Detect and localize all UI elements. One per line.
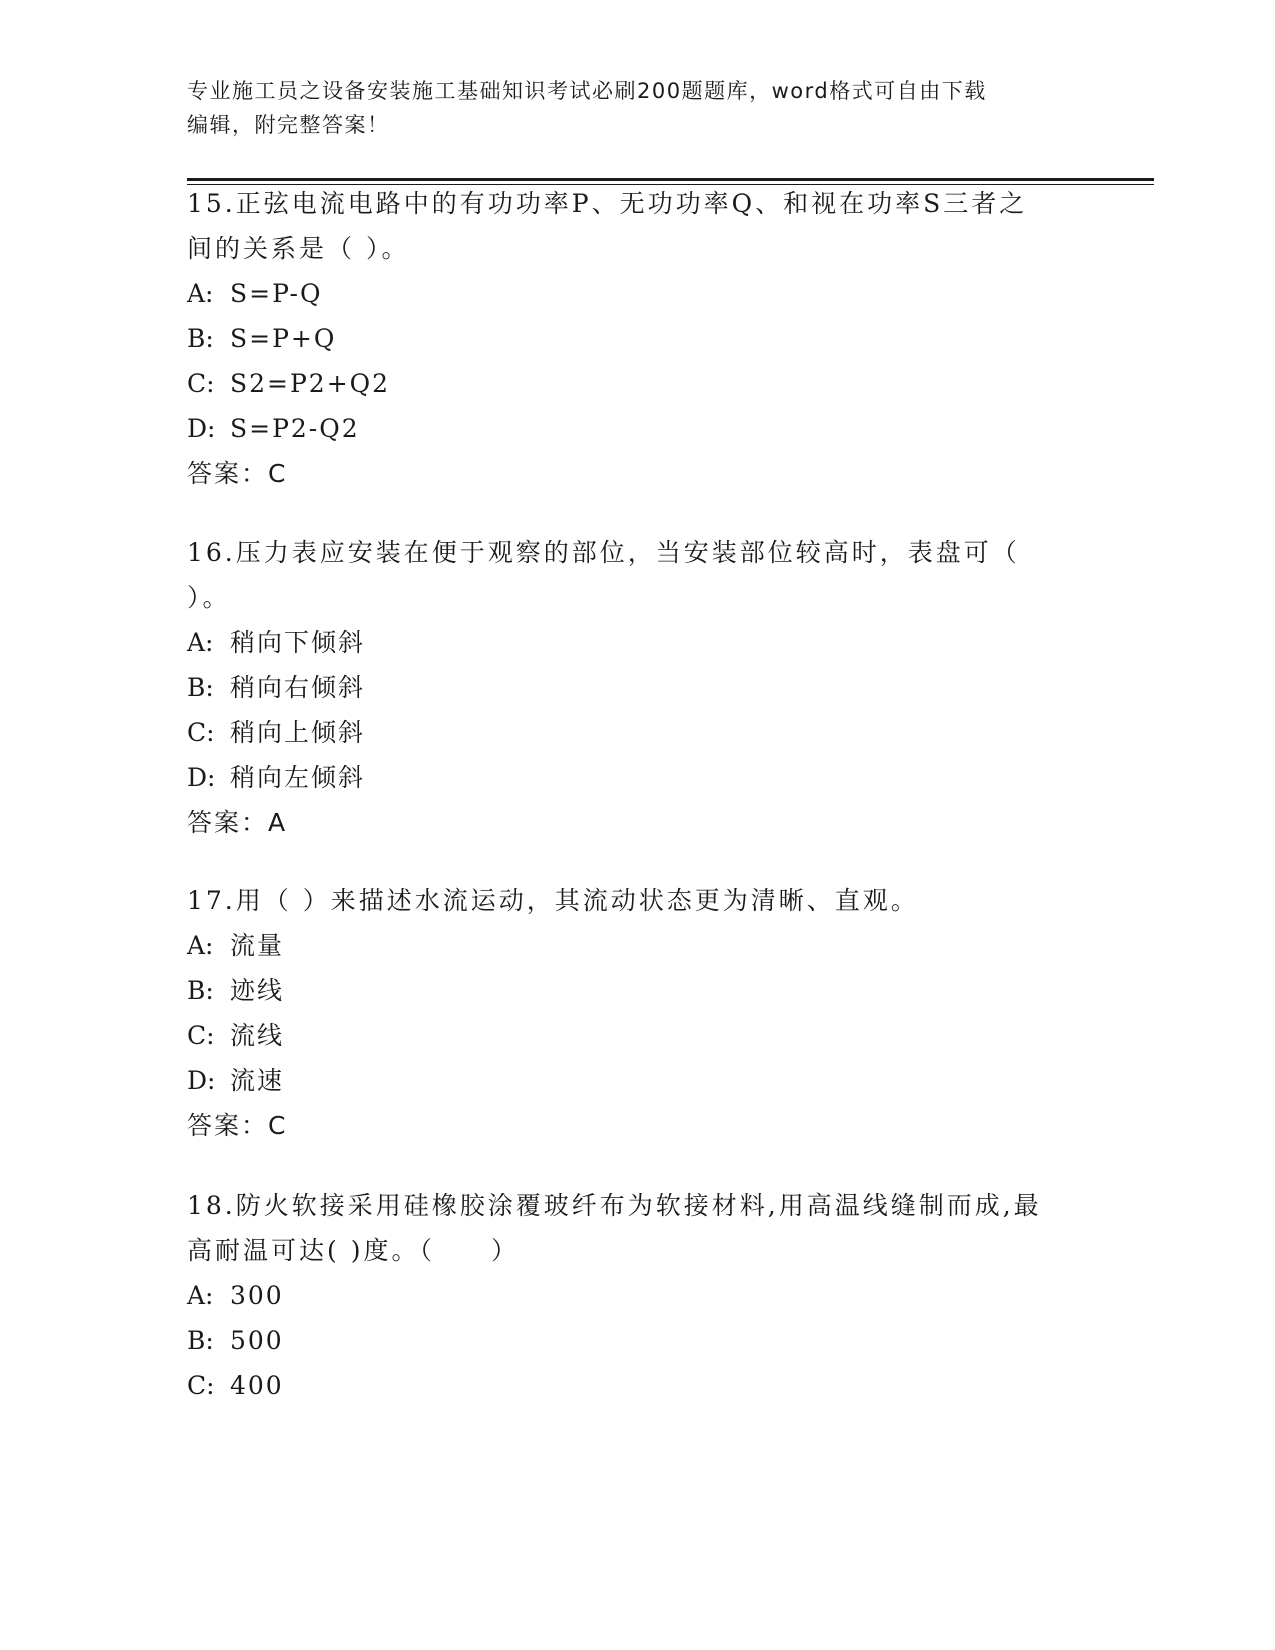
document-header	[187, 74, 1067, 142]
answer-label: 答案：	[187, 1111, 269, 1140]
option-letter: D:	[187, 763, 216, 792]
option-text: 稍向下倾斜	[230, 628, 366, 657]
option-d	[187, 755, 1087, 800]
option-a	[187, 1273, 1087, 1318]
option-c	[187, 361, 1087, 406]
question-stem-line: 15.正弦电流电路中的有功功率P、无功功率Q、和视在功率S三者之	[187, 189, 1028, 218]
option-letter: B:	[187, 976, 214, 1005]
option-letter: B:	[187, 324, 214, 353]
option-letter: B:	[187, 673, 214, 702]
option-b	[187, 1318, 1087, 1363]
option-text: 稍向上倾斜	[230, 718, 366, 747]
question-18	[187, 1183, 1087, 1408]
question-stem-line: 18.防火软接采用硅橡胶涂覆玻纤布为软接材料,用高温线缝制而成,最	[187, 1191, 1042, 1220]
option-text: 稍向右倾斜	[230, 673, 366, 702]
option-text: 500	[230, 1326, 284, 1355]
question-17	[187, 878, 1087, 1148]
answer-line	[187, 1103, 1087, 1148]
question-16	[187, 530, 1087, 845]
option-text: 流量	[230, 931, 285, 960]
option-letter: D:	[187, 1066, 216, 1095]
answer-line	[187, 800, 1087, 845]
option-text: S=P2-Q2	[230, 414, 360, 443]
option-text: S=P-Q	[230, 279, 323, 308]
header-line-2: 编辑，附完整答案！	[187, 113, 390, 137]
option-d	[187, 1058, 1087, 1103]
option-letter: C:	[187, 718, 215, 747]
option-text: S=P+Q	[230, 324, 337, 353]
option-text: 300	[230, 1281, 284, 1310]
option-letter: A:	[187, 279, 214, 308]
question-stem	[187, 181, 1087, 271]
question-stem	[187, 878, 1087, 923]
answer-label: 答案：	[187, 808, 269, 837]
option-a	[187, 271, 1087, 316]
option-letter: C:	[187, 1021, 215, 1050]
question-stem-line: 间的关系是（ ）。	[187, 234, 410, 263]
question-stem-line: ）。	[187, 583, 231, 612]
option-c	[187, 1013, 1087, 1058]
option-text: 400	[230, 1371, 284, 1400]
option-b	[187, 316, 1087, 361]
question-15	[187, 181, 1087, 496]
question-stem-line: 16.压力表应安装在便于观察的部位，当安装部位较高时，表盘可（	[187, 538, 1020, 567]
header-line-1: 专业施工员之设备安装施工基础知识考试必刷200题题库，word格式可自由下载	[187, 79, 987, 103]
option-text: 流线	[230, 1021, 285, 1050]
option-letter: B:	[187, 1326, 214, 1355]
option-letter: C:	[187, 1371, 215, 1400]
answer-value: C	[268, 459, 287, 488]
option-a	[187, 923, 1087, 968]
option-text: 稍向左倾斜	[230, 763, 366, 792]
answer-value: A	[268, 808, 287, 837]
answer-label: 答案：	[187, 459, 269, 488]
option-text: 流速	[230, 1066, 285, 1095]
option-letter: D:	[187, 414, 216, 443]
option-letter: A:	[187, 1281, 214, 1310]
question-stem-line: 高耐温可达( )度。（ ）	[187, 1236, 519, 1265]
option-letter: C:	[187, 369, 215, 398]
option-letter: A:	[187, 628, 214, 657]
option-d	[187, 406, 1087, 451]
option-b	[187, 665, 1087, 710]
option-text: 迹线	[230, 976, 285, 1005]
question-stem	[187, 530, 1087, 620]
answer-value: C	[268, 1111, 287, 1140]
answer-line	[187, 451, 1087, 496]
question-stem	[187, 1183, 1087, 1273]
option-text: S2=P2+Q2	[230, 369, 391, 398]
question-stem-line: 17.用（ ）来描述水流运动，其流动状态更为清晰、直观。	[187, 886, 919, 915]
option-c	[187, 1363, 1087, 1408]
option-letter: A:	[187, 931, 214, 960]
option-a	[187, 620, 1087, 665]
option-b	[187, 968, 1087, 1013]
option-c	[187, 710, 1087, 755]
